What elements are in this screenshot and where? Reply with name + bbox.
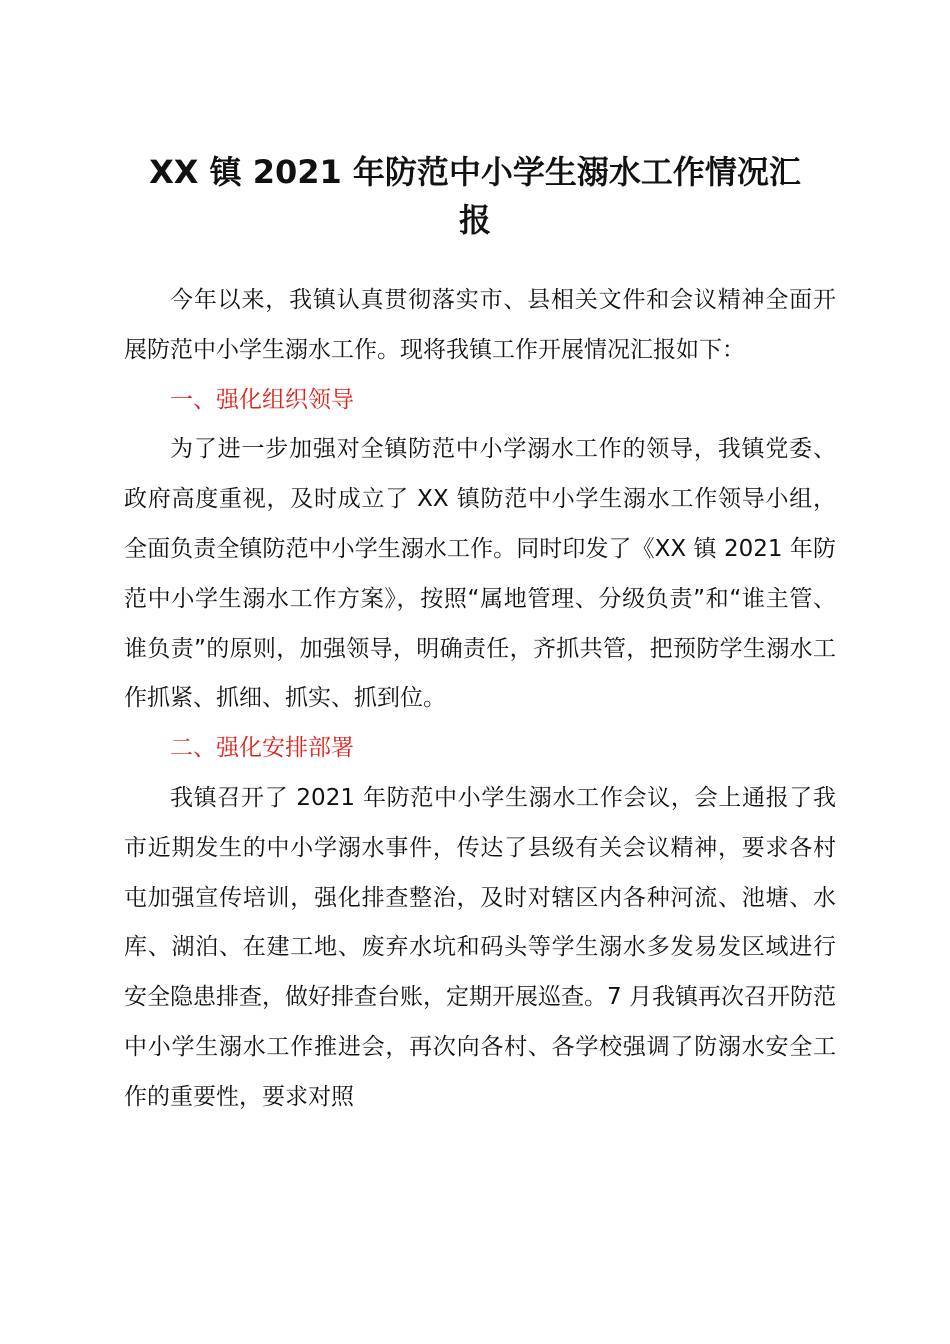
document-body — [124, 276, 836, 1123]
section-paragraph-2: 我镇召开了 2021 年防范中小学生溺水工作会议，会上通报了我市近期发生的中小学溺水事件，传达了县级有关会议精神，要求各村屯加强宣传培训，强化排查整治，及时对辖区内各种河流、池塘、水库、湖泊、在建工地、废弃水坑和码头等学生溺水多发易发区域进行安全隐患排查，做好排查台账，定期开展巡查。7 月我镇再次召开防范中小学生溺水工作推进会，再次向各村、各学校强调了防溺水安全工作的重要性，要求对照 — [124, 784, 836, 1110]
document-title — [115, 148, 835, 244]
title-line-1: XX 镇 2021 年防范中小学生溺水工作情况汇 — [149, 153, 801, 191]
section-paragraph-1: 为了进一步加强对全镇防范中小学溺水工作的领导，我镇党委、政府高度重视，及时成立了 XX 镇防范中小学生溺水工作领导小组，全面负责全镇防范中小学生溺水工作。同时印发了《XX 镇 2021 年防范中小学生溺水工作方案》，按照“属地管理、分级负责”和“谁主管、谁负责”的原则，加强领导，明确责任，齐抓共管，把预防学生溺水工作抓紧、抓细、抓实、抓到位。 — [124, 436, 836, 712]
section-heading-2: 二、强化安排部署 — [170, 735, 354, 762]
section-heading-1: 一、强化组织领导 — [170, 386, 354, 413]
intro-paragraph: 今年以来，我镇认真贯彻落实市、县相关文件和会议精神全面开展防范中小学生溺水工作。现将我镇工作开展情况汇报如下： — [124, 287, 836, 363]
title-line-2: 报 — [458, 201, 491, 239]
